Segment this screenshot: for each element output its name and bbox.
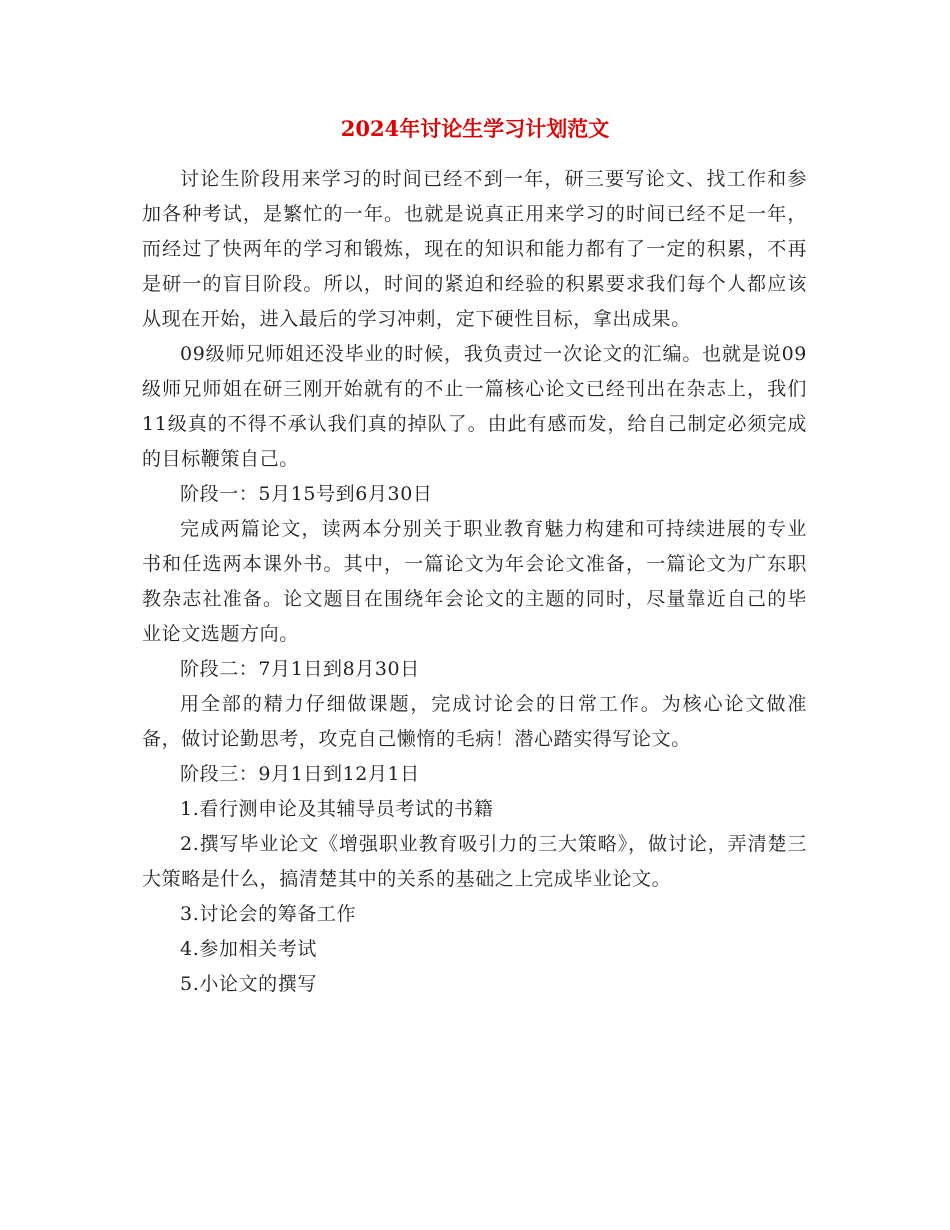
stage-three-item-1: 1.看行测申论及其辅导员考试的书籍 [180, 798, 494, 820]
stage-two-heading: 阶段二：7月1日到8月30日 [180, 658, 420, 680]
stage-three-item-2: 2.撰写毕业论文《增强职业教育吸引力的三大策略》，做讨论，弄清楚三大策略是什么，搞清楚其中的关系的基础之上完成毕业论文。 [142, 833, 807, 890]
document-body [142, 162, 807, 1002]
paragraph-intro: 讨论生阶段用来学习的时间已经不到一年，研三要写论文、找工作和参加各种考试，是繁忙的一年。也就是说真正用来学习的时间已经不足一年，而经过了快两年的学习和锻炼，现在的知识和能力都有了一定的积累，不再是研一的盲目阶段。所以，时间的紧迫和经验的积累要求我们每个人都应该从现在开始，进入最后的学习冲刺，定下硬性目标，拿出成果。 [142, 168, 807, 330]
stage-three-item-5: 5.小论文的撰写 [180, 973, 317, 995]
stage-two-content: 用全部的精力仔细做课题，完成讨论会的日常工作。为核心论文做准备，做讨论勤思考，攻克自己懒惰的毛病！潜心踏实得写论文。 [142, 693, 807, 750]
paragraph-motivation: 09级师兄师姐还没毕业的时候，我负责过一次论文的汇编。也就是说09级师兄师姐在研三刚开始就有的不止一篇核心论文已经刊出在杂志上，我们11级真的不得不承认我们真的掉队了。由此有感而发，给自己制定必须完成的目标鞭策自己。 [142, 343, 807, 470]
stage-three-item-3: 3.讨论会的筹备工作 [180, 903, 357, 925]
stage-three-item-4: 4.参加相关考试 [180, 938, 317, 960]
stage-one-content: 完成两篇论文，读两本分别关于职业教育魅力构建和可持续进展的专业书和任选两本课外书。其中，一篇论文为年会论文准备，一篇论文为广东职教杂志社准备。论文题目在围绕年会论文的主题的同时，尽量靠近自己的毕业论文选题方向。 [142, 518, 807, 645]
stage-one-heading: 阶段一：5月15号到6月30日 [180, 483, 433, 505]
document-title: 2024年讨论生学习计划范文 [340, 116, 610, 141]
stage-three-heading: 阶段三：9月1日到12月1日 [180, 763, 420, 785]
